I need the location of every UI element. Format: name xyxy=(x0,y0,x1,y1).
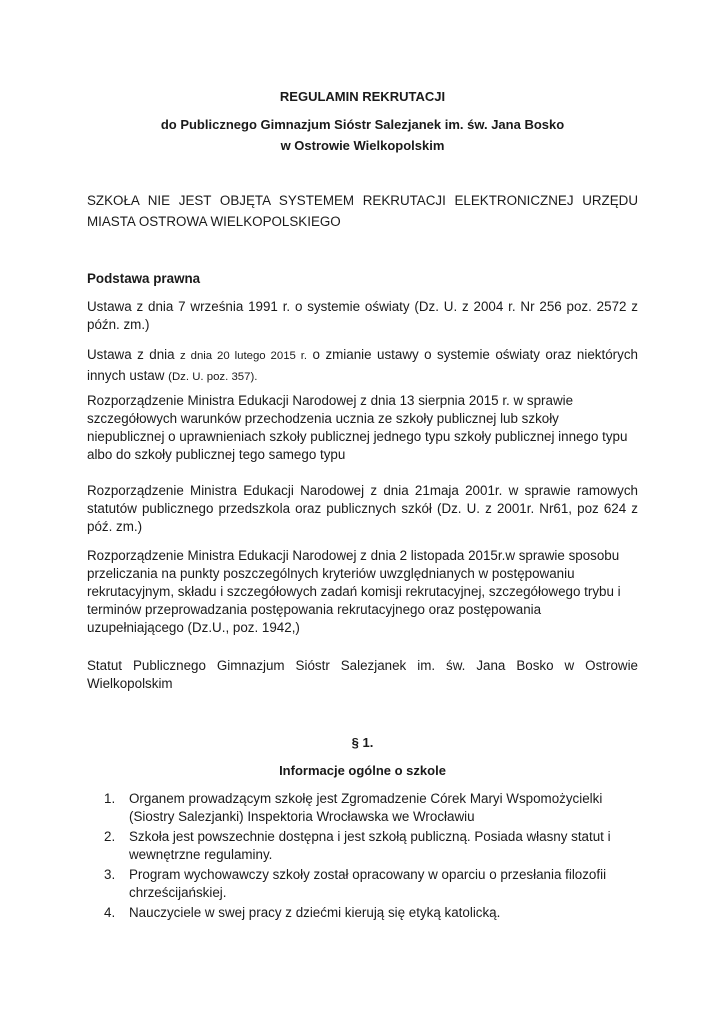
electronic-recruitment-notice: SZKOŁA NIE JEST OBJĘTA SYSTEMEM REKRUTACJI ELEKTRONICZNEJ URZĘDU MIASTA OSTROWA WIELKOPOLSKIEGO xyxy=(87,193,638,229)
legal-basis-paragraph-3: Rozporządzenie Ministra Edukacji Narodowej z dnia 13 sierpnia 2015 r. w sprawie szczegółowych warunków przechodzenia ucznia ze szkoły publicznej lub szkoły niepublicznej o uprawnieniach szkoły publicznej jednego typu szkoły publicznej innego typu albo do szkoły publicznej tego samego typu xyxy=(87,393,628,462)
list-item-text: Program wychowawczy szkoły został opracowany w oparciu o przesłania filozofii chrześcijańskiej. xyxy=(129,867,607,900)
section-1-heading: Informacje ogólne o szkole xyxy=(279,763,446,778)
legal-basis-paragraph-2 xyxy=(87,345,638,387)
legal-basis-heading: Podstawa prawna xyxy=(87,271,201,286)
list-item-number: 3. xyxy=(104,867,116,882)
list-item-number: 1. xyxy=(104,791,116,806)
p2-part-c: o zmianie ustawy o systemie oświaty oraz niektórych innych ustaw xyxy=(87,347,638,383)
list-item xyxy=(87,904,638,922)
document-subtitle xyxy=(0,114,725,156)
legal-basis-paragraph-6: Statut Publicznego Gimnazjum Sióstr Salezjanek im. św. Jana Bosko w Ostrowie Wielkopolskim xyxy=(87,658,638,691)
list-item-number: 4. xyxy=(104,905,116,920)
list-item xyxy=(87,790,638,826)
p2-part-d: (Dz. U. poz. 357). xyxy=(168,371,258,383)
legal-basis-paragraph-4: Rozporządzenie Ministra Edukacji Narodowej z dnia 21maja 2001r. w sprawie ramowych statutów publicznego przedszkola oraz publicznych szkół (Dz. U. z 2001r. Nr61, poz 624 z póź. zm.) xyxy=(87,483,638,534)
list-item-number: 2. xyxy=(104,829,116,844)
section-1-sign: § 1. xyxy=(351,735,374,750)
subtitle-line-1: do Publicznego Gimnazjum Sióstr Salezjanek im. św. Jana Bosko xyxy=(160,117,565,132)
list-item-text: Nauczyciele w swej pracy z dziećmi kierują się etyką katolicką. xyxy=(129,905,501,920)
list-item xyxy=(87,866,638,902)
list-item-text: Organem prowadzącym szkołę jest Zgromadzenie Córek Maryi Wspomożycielki (Siostry Salezjanki) Inspektoria Wrocławska we Wrocławiu xyxy=(129,791,603,824)
p2-part-b: z dnia 20 lutego 2015 r. xyxy=(180,350,308,362)
document-title: REGULAMIN REKRUTACJI xyxy=(279,89,446,104)
subtitle-line-2: w Ostrowie Wielkopolskim xyxy=(280,138,445,153)
legal-basis-paragraph-5: Rozporządzenie Ministra Edukacji Narodowej z dnia 2 listopada 2015r.w sprawie sposobu przeliczania na punkty poszczególnych kryteriów uwzględnianych w postępowaniu rekrutacyjnym, składu i szczegółowych zadań komisji rekrutacyjnej, szczegółowego trybu i terminów przeprowadzania postępowania rekrutacyjnego oraz postępowania uzupełniającego (Dz.U., poz. 1942,) xyxy=(87,548,621,635)
list-item xyxy=(87,828,638,864)
p2-part-a: Ustawa z dnia xyxy=(87,347,175,362)
legal-basis-paragraph-1: Ustawa z dnia 7 września 1991 r. o systemie oświaty (Dz. U. z 2004 r. Nr 256 poz. 2572 z późn. zm.) xyxy=(87,299,638,332)
general-info-list xyxy=(87,790,638,924)
list-item-text: Szkoła jest powszechnie dostępna i jest szkołą publiczną. Posiada własny statut i wewnętrzne regulaminy. xyxy=(129,829,611,862)
